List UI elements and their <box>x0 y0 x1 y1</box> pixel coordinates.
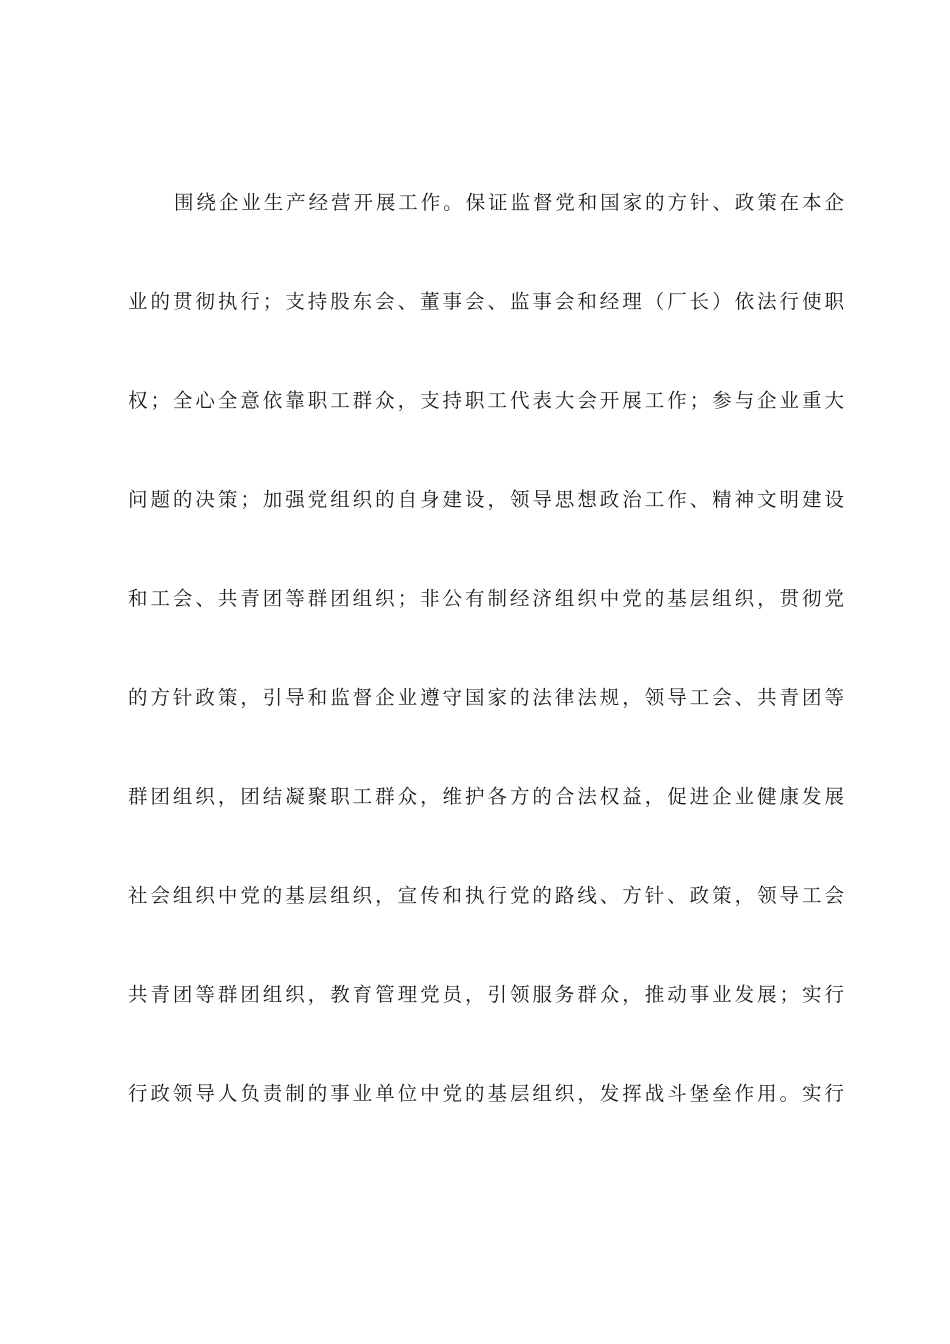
text-line-4: 问题的决策；加强党组织的自身建设，领导思想政治工作、精神文明建设 <box>128 488 844 511</box>
text-line-6: 的方针政策，引导和监督企业遵守国家的法律法规，领导工会、共青团等 <box>128 686 844 709</box>
text-line-5: 和工会、共青团等群团组织；非公有制经济组织中党的基层组织，贯彻党 <box>128 587 844 610</box>
text-line-7: 群团组织，团结凝聚职工群众，维护各方的合法权益，促进企业健康发展 <box>128 785 844 808</box>
text-line-3: 权；全心全意依靠职工群众，支持职工代表大会开展工作；参与企业重大 <box>128 389 844 412</box>
body-paragraph <box>128 188 844 1178</box>
text-line-2: 业的贯彻执行；支持股东会、董事会、监事会和经理（厂长）依法行使职 <box>128 290 844 313</box>
text-line-10: 行政领导人负责制的事业单位中党的基层组织，发挥战斗堡垒作用。实行 <box>128 1082 844 1105</box>
text-line-9: 共青团等群团组织，教育管理党员，引领服务群众，推动事业发展；实行 <box>128 983 844 1006</box>
text-line-8: 社会组织中党的基层组织，宣传和执行党的路线、方针、政策，领导工会 <box>128 884 844 907</box>
text-line-1: 围绕企业生产经营开展工作。保证监督党和国家的方针、政策在本企 <box>174 191 844 214</box>
